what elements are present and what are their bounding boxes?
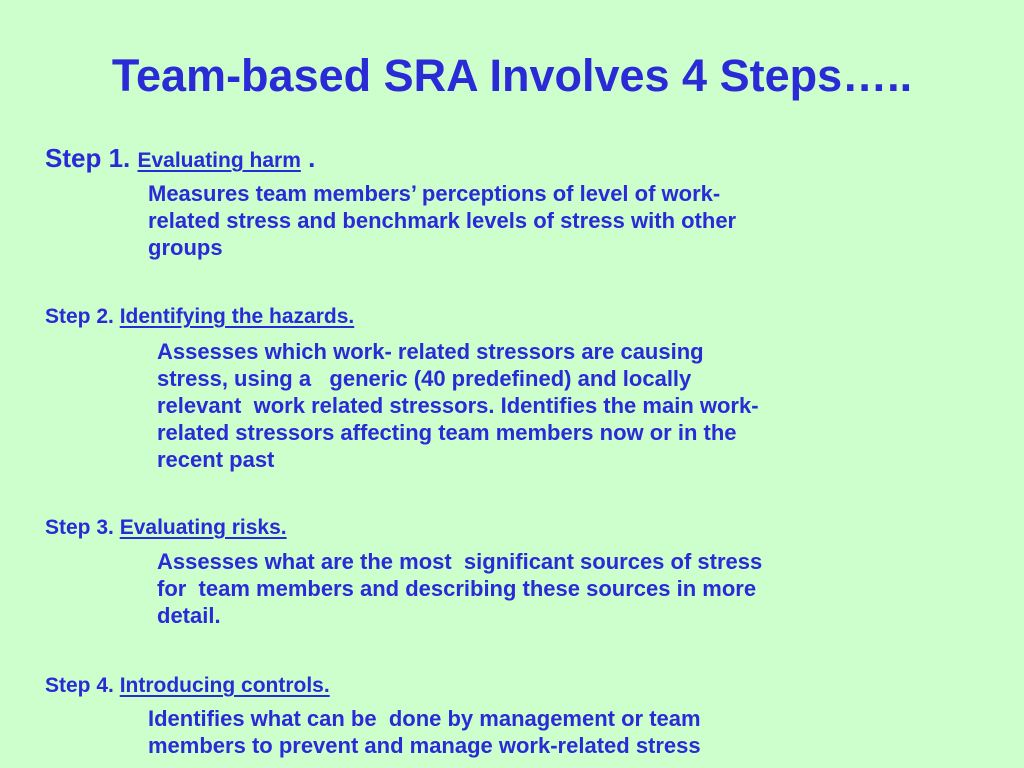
step-3-description-line: detail.	[157, 603, 221, 628]
step-4-label: Step 4.	[45, 674, 114, 697]
step-2-description-line: recent past	[157, 447, 275, 472]
step-2-description-line: stress, using a generic (40 predefined) and locally	[157, 366, 692, 391]
step-1-suffix: .	[300, 143, 316, 173]
step-3-heading	[45, 514, 287, 542]
step-4-description	[148, 705, 701, 759]
step-2-heading	[45, 303, 354, 331]
step-2-label: Step 2.	[45, 305, 114, 328]
step-1-description-line: Measures team members’ perceptions of level of work-	[148, 181, 721, 206]
step-4-description-line: Identifies what can be done by management or team	[148, 706, 701, 731]
step-1-label: Step 1.	[45, 143, 131, 173]
step-2-link[interactable]: Identifying the hazards.	[119, 305, 355, 328]
step-3-label: Step 3.	[45, 516, 114, 539]
step-4-heading	[45, 672, 330, 700]
step-1-heading	[45, 142, 315, 177]
step-2-description-line: relevant work related stressors. Identifies the main work-	[157, 393, 759, 418]
step-4-link[interactable]: Introducing controls.	[119, 674, 330, 697]
slide-title: Team-based SRA Involves 4 Steps…..	[111, 50, 913, 101]
step-1-link[interactable]: Evaluating harm	[137, 149, 301, 172]
step-1-description-line: groups	[148, 235, 223, 260]
step-2-description-line: related stressors affecting team members now or in the	[157, 420, 737, 445]
step-3-description-line: for team members and describing these sources in more	[157, 576, 757, 601]
step-2-description	[157, 338, 759, 473]
step-2-description-line: Assesses which work- related stressors are causing	[157, 339, 704, 364]
step-3-description-line: Assesses what are the most significant sources of stress	[157, 549, 763, 574]
step-1-description-line: related stress and benchmark levels of stress with other	[148, 208, 737, 233]
step-4-description-line: members to prevent and manage work-related stress	[148, 733, 701, 758]
step-3-description	[157, 548, 762, 629]
step-3-link[interactable]: Evaluating risks.	[119, 516, 287, 539]
step-1-description	[148, 180, 736, 261]
